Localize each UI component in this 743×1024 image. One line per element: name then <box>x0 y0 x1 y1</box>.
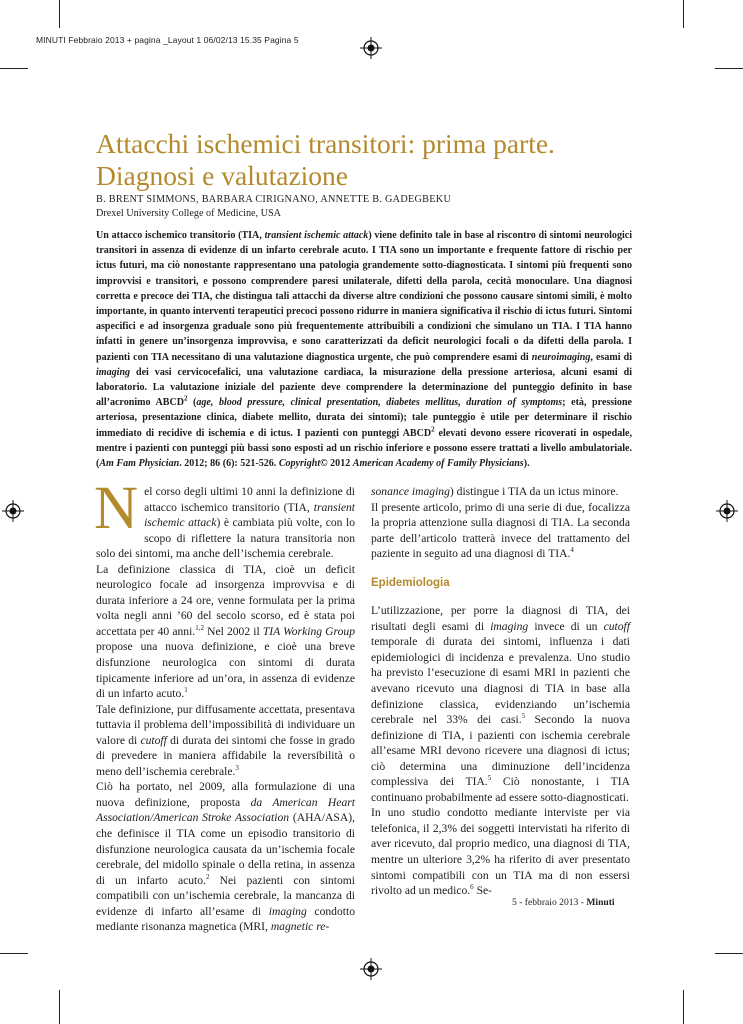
term: transient ischemic attack <box>144 500 355 530</box>
text: Secondo la nuova definizione di TIA, i pazienti con ischemia cerebrale all’esame MRI devono ricevere una diagnosi di ictus; ciò determina una diminuzione dell’incidenza complessiva dei TIA. <box>371 713 630 789</box>
text: el corso degli ultimi 10 anni la definizione di attacco ischemico transitorio (TIA, <box>144 485 355 514</box>
superscript: 1,2 <box>195 624 204 633</box>
text: condotto mediante risonanza magnetica (MRI, <box>96 904 355 934</box>
crop-mark <box>59 0 60 28</box>
abstract-text: ). <box>523 458 530 470</box>
abstract <box>96 228 632 471</box>
footer-text: 5 - febbraio 2013 - <box>512 897 587 908</box>
journal-name: Minuti <box>586 897 615 908</box>
term: cutoff <box>140 733 167 747</box>
abstract-term: neuroimaging <box>531 351 591 363</box>
text: propose una nuova definizione, e cioè una breve disfunzione neurologica con sintomi di durata tipicamente inferiore ad un’ora, in assenza di evidenze di un infarto acuto. <box>96 640 355 701</box>
section-heading: Epidemiologia <box>371 576 450 589</box>
abstract-text: ) viene definito tale in base al riscontro di sintomi neurologici transitori in assenza di evidenze di un infarto cerebrale acuto. I TIA sono un importante e frequente fattore di rischio per ictus futuri, ma ciò nonostante rappresentano una patologia grandemente sotto-diagnosticata. I sintomi più frequenti sono improvvisi e transitori, e possono comprendere paresi unilaterale, difetti della parola, cecità monoculare. Una diagnosi corretta e precoce dei TIA, che distingua tali attacchi da diverse altre condizioni che possono causare sintomi simili, è molto importante, in quanto interventi terapeutici precoci possono ridurre in maniera significativa il rischio di ictus futuri. Sintomi aspecifici e ad insorgenza graduale sono più frequentemente attribuibili a condizioni che simulano un TIA. I TIA hanno infatti in genere un’insorgenza improvvisa, e sono caratterizzati da deficit neurologici focali o da difetti della parola. I pazienti con TIA necessitano di una valutazione diagnostica urgente, che può comprendere esami di <box>96 230 633 363</box>
drop-cap: N <box>94 475 139 542</box>
superscript: 2 <box>205 872 210 881</box>
abstract-text: dei vasi cervicocefalici, una valutazione cardiaca, la misurazione della pressione arteriosa, alcuni esami di laboratorio. La valutazione iniziale del paziente deve comprendere la determinazione del punteggio definito in base all’acronimo ABCD <box>96 366 632 409</box>
paragraph <box>94 475 356 562</box>
text: Nel 2002 il <box>203 624 263 638</box>
crop-mark <box>683 990 684 1024</box>
term: magnetic re- <box>270 920 330 934</box>
text: Tale definizione, pur diffusamente accettata, presentava tuttavia il problema dell’impossibilità di individuare un valore di <box>96 702 355 747</box>
text: Se- <box>473 884 493 898</box>
paragraph <box>96 779 355 934</box>
title-line-1: Attacchi ischemici transitori: prima parte. <box>96 128 555 159</box>
abstract-term: transient ischemic attack <box>264 230 369 241</box>
abstract-text: , esami di <box>590 351 632 363</box>
abstract-text: . 2012; 86 (6): 521-526. <box>179 458 279 470</box>
abstract-text: ; età, pressione arteriosa, presentazione clinica, diabete mellito, durata dei sintomi); tale punteggio è utile per determinare il rischio immediato di recidive di ischemia e di ictus. I pazienti con punteggi ABCD <box>96 397 633 439</box>
affiliation: Drexel University College of Medicine, USA <box>96 208 282 219</box>
text: invece di un <box>528 619 604 633</box>
text: Ciò nonostante, i TIA continuano probabilmente ad essere sotto-diagnosticati. <box>371 775 630 804</box>
superscript: 2 <box>183 394 188 403</box>
paragraph <box>371 603 630 805</box>
registration-mark-icon <box>716 500 738 522</box>
superscript: 6 <box>470 883 474 892</box>
paragraph <box>96 702 355 780</box>
paragraph <box>96 562 355 702</box>
text: In uno studio condotto mediante interviste per via telefonica, il 2,3% dei soggetti intervistati ha riferito di aver ricevuto, dal proprio medico, una diagnosi di TIA, mentre un ulteriore 3,2% ha riferito di aver presentato sintomi compatibili con un TIA ma di non essersi rivolto ad un medico. <box>371 806 630 898</box>
text: (AHA/ASA), che definisce il TIA come un episodio transitorio di disfunzione neurologica causata da un’ischemia focale cerebrale, del midollo spinale o della retina, in assenza di un infarto acuto. <box>96 811 355 887</box>
text: L’utilizzazione, per porre la diagnosi di TIA, dei risultati degli esami di <box>371 604 630 633</box>
title-line-2: Diagnosi e valutazione <box>96 160 348 191</box>
term: imaging <box>268 904 307 918</box>
term: da American Heart Association/American Stroke Association <box>96 795 355 825</box>
page-footer <box>512 897 615 908</box>
registration-mark-icon <box>360 37 382 59</box>
text: La definizione classica di TIA, cioè un deficit neurologico focale ad insorgenza improvvisa e di durata inferiore a 24 ore, venne formulata per la prima volta negli anni ’60 del secolo scorso, ed è stata poi accettata per 40 anni. <box>96 562 355 638</box>
registration-mark-icon <box>2 500 24 522</box>
crop-mark <box>59 990 60 1024</box>
term: imaging <box>490 619 529 633</box>
abstract-text: elevati devono essere ricoverati in ospedale, mentre i pazienti con punteggi più bassi sono esposti ad un rischio inferiore e possono essere trattati a livello ambulatoriale. ( <box>96 427 632 470</box>
abstract-text: © 2012 <box>320 458 353 470</box>
print-slug: MINUTI Febbraio 2013 + pagina _Layout 1 06/02/13 15.35 Pagina 5 <box>36 35 299 45</box>
registration-mark-icon <box>360 958 382 980</box>
superscript: 4 <box>570 546 574 555</box>
text: Il presente articolo, primo di una serie di due, focalizza la propria attenzione sulla diagnosi di TIA. La seconda parte dell’articolo tratterà invece del trattamento del paziente in seguito ad una diagnosi di TIA. <box>371 500 630 561</box>
journal-citation: Am Fam Physician <box>99 458 180 470</box>
body-column-right <box>371 484 630 899</box>
article-title <box>96 128 656 192</box>
crop-mark <box>0 68 28 69</box>
text: ) è cambiata più volte, con lo scopo di riflettere la natura transitoria non solo dei sintomi, ma anche dell’ischemia cerebrale. <box>96 516 356 561</box>
superscript: 3 <box>235 763 239 772</box>
abstract-term: imaging <box>96 366 131 378</box>
paragraph <box>371 484 630 500</box>
copyright-holder: American Academy of Family Physicians <box>352 458 524 470</box>
text: di durata dei sintomi che fosse in grado di prevedere in maniera affidabile la reversibilità o meno dell’ischemia cerebrale. <box>96 733 355 778</box>
abstract-text: ( <box>187 397 197 409</box>
superscript: 5 <box>487 774 492 783</box>
superscript: 1 <box>184 686 188 695</box>
superscript: 2 <box>431 425 435 434</box>
text: ) distingue i TIA da un ictus minore. <box>449 485 619 498</box>
text: Nei pazienti con sintomi compatibili con un’ischemia cerebrale, la mancanza di evidenze di infarto all’esame di <box>96 873 355 918</box>
term: cutoff <box>603 619 630 633</box>
crop-mark <box>683 0 684 28</box>
crop-mark <box>0 953 28 954</box>
crop-mark <box>715 953 743 954</box>
crop-mark <box>715 68 743 69</box>
term: TIA Working Group <box>262 624 356 638</box>
body-column-left <box>94 475 356 935</box>
copyright-label: Copyright <box>278 458 321 470</box>
authors: B. BRENT SIMMONS, BARBARA CIRIGNANO, ANNETTE B. GADEGBEKU <box>96 194 452 205</box>
text: Ciò ha portato, nel 2009, alla formulazione di una nuova definizione, proposta <box>96 780 355 809</box>
superscript: 5 <box>521 712 526 721</box>
abstract-text: Un attacco ischemico transitorio (TIA, <box>96 230 265 241</box>
paragraph <box>371 805 630 898</box>
abstract-term: age, blood pressure, clinical presentation, diabetes mellitus, duration of symptoms <box>196 397 563 409</box>
text: temporale di durata dei sintomi, influenza i dati epidemiologici di incidenza e prevalenza. Uno studio ha previsto l’esecuzione di esami MRI in pazienti che avevano ricevuto una diagnosi di TIA in base alla definizione classica, evidenziando un’ischemia cerebrale nel 33% dei casi. <box>371 635 630 727</box>
term: sonance imaging <box>371 485 450 498</box>
paragraph <box>371 500 630 562</box>
